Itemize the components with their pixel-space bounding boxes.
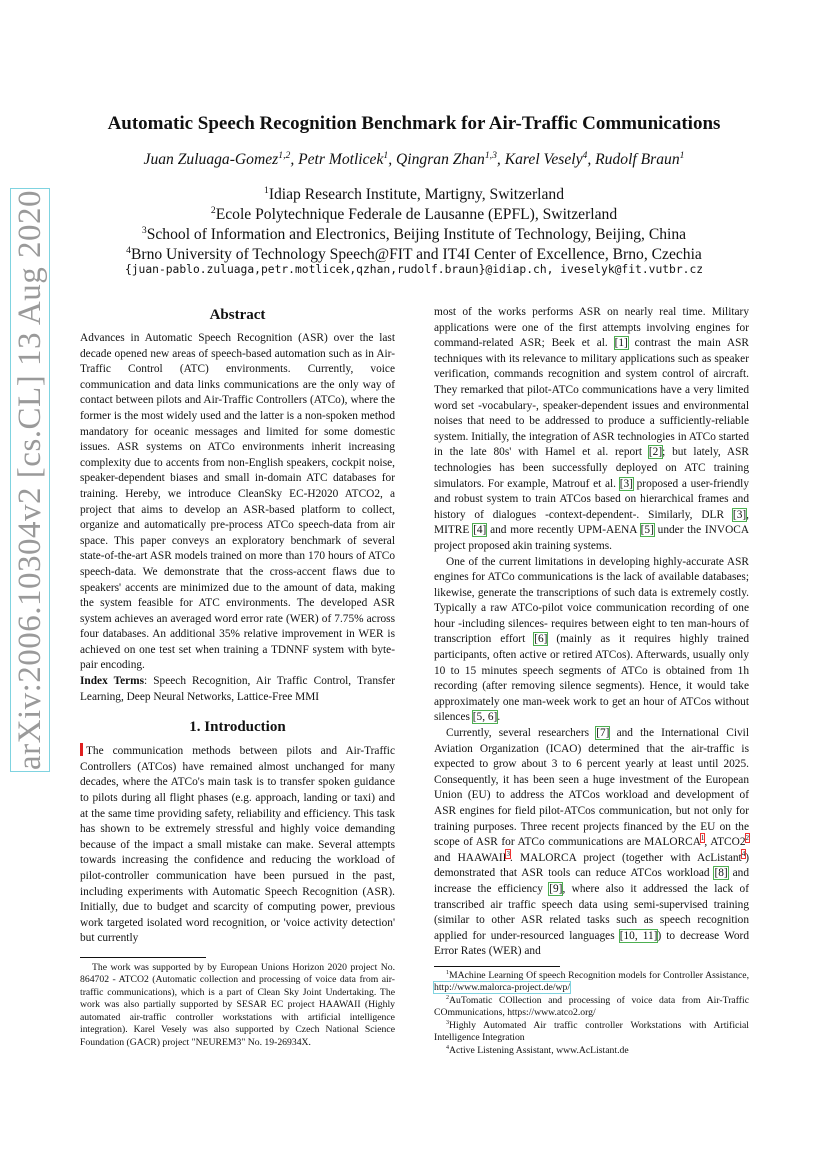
left-column bbox=[80, 305, 395, 1049]
footnote: $^4$Active Listening Assistant, www.AcListant.de bbox=[446, 1044, 629, 1056]
arxiv-sidebar-stamp bbox=[10, 190, 50, 770]
footnote-link[interactable]: 4 bbox=[741, 850, 746, 858]
citation-link[interactable]: [4] bbox=[473, 524, 487, 537]
footnote-rule bbox=[80, 957, 206, 958]
author: Petr Motlicek$^1$, bbox=[298, 149, 397, 168]
intro-paragraph: The communication methods between pilots and Air-Traffic Controllers (ATCos) have remained almost unchanged for many decades, where the ATCo's main task is to transfer spoken guidance to pilots during all flight phases (e.g. approach, landing or taxi) and at the same time providing safety, reliability and efficiency. This task has shown to be extremely stressful and highly voice demanding because of the impact a small mistake can make. Several attempts towards increasing the confidence and reducing the workload of pilot-controller communication have been pursued in the past, including experiments with Automatic Speech Recognition (ASR). Initially, due to budget and scarcity of computing power, previous work targeted isolated word recognition, or 'voice activity detection' but currently bbox=[80, 745, 395, 945]
author-emails: {juan-pablo.zuluaga,petr.motlicek,qzhan,rudolf.braun}@idiap.ch, iveselyk@fit.vutbr.cz bbox=[124, 263, 704, 276]
introduction-heading: 1. Introduction bbox=[189, 719, 286, 736]
citation-link[interactable]: [3] bbox=[619, 477, 633, 490]
citation-link[interactable]: [1] bbox=[614, 337, 628, 350]
body-paragraph: Currently, several researchers [7] and the International Civil Aviation Organization (ICAO) determined that the air-traffic is expected to grow about 3 to 6 percent yearly at least until 2025. Consequently, it has been seen a huge investment of the European Union (EU) to address the ATCos workload and development of ASR engines for field pilot-ATCos communication, but not only for training purposes. Three recent projects financed by the EU on the scope of ASR for ATCo communications are MALORCA$^1$, ATCO2$^2$ and HAAWAII$^3$. MALORCA project (together with AcListant$^4$) demonstrated that ASR tools can reduce ATCos workload [8] and increase the efficiency [9], where also it addressed the lack of transcribed air traffic speech data using semi-supervised training (similar to other ASR related tasks such as speech recognition applied for under-resourced languages [10, 11]) to decrease Word Error Rates (WER) and bbox=[434, 727, 750, 958]
author-list bbox=[0, 151, 828, 169]
author: Juan Zuluaga-Gomez$^{1,2}$, bbox=[143, 149, 299, 168]
author: Qingran Zhan$^{1,3}$, bbox=[396, 149, 505, 168]
abstract-text: Advances in Automatic Speech Recognition (ASR) over the last decade opened new areas of speech-based automation such as in Air-Traffic Control (ATC) environments. Currently, voice communication and data links communications are the only way of contact between pilots and Air-Traffic Controllers (ATCo), where the former is the most widely used and the latter is a non-spoken method mandatory for oceanic messages and limited for some domestic issues. ASR systems on ATCo environments inherit increasing complexity due to accents from non-English speakers, cockpit noise, speaker-dependent biases and small in-domain ATC databases for training. Hereby, we introduce CleanSky EC-H2020 ATCO2, a project that aims to develop an ASR-based platform to collect, organize and automatically pre-process ATCo speech-data from air space. This paper conveys an exploratory benchmark of several state-of-the-art ASR models trained on more than 170 hours of ATCo speech-data. We demonstrate that the cross-accent flaws due to speakers' accents are minimized due to the amount of data, making the system feasible for ATC environments. The developed ASR system achieves an averaged word error rate (WER) of 7.75% across four databases. An additional 35% relative improvement in WER is achieved on one test set when training a TDNNF system with byte-pair encoding. bbox=[80, 332, 395, 672]
footnote-link[interactable]: 3 bbox=[506, 850, 510, 858]
affiliation-list bbox=[0, 185, 828, 265]
citation-link[interactable]: [3] bbox=[732, 508, 747, 521]
affiliation: $^1$Idiap Research Institute, Martigny, Switzerland bbox=[263, 184, 564, 203]
citation-link[interactable]: [2] bbox=[648, 446, 663, 459]
footnote: $^1$MAchine Learning Of speech Recognition models for Controller Assistance, http://www.malorca-project.de/wp/ bbox=[434, 969, 749, 994]
footnote: $^2$AuTomatic COllection and processing of voice data from Air-Traffic COmmunications, https://www.atco2.org/ bbox=[434, 994, 749, 1019]
footnote-link[interactable]: 1 bbox=[700, 834, 705, 843]
citation-link[interactable]: [8] bbox=[714, 867, 728, 880]
paper-title: Automatic Speech Recognition Benchmark for Air-Traffic Communications bbox=[107, 113, 721, 134]
footnote: $^3$Highly Automated Air traffic controller Workstations with Artificial Intelligence Integration bbox=[434, 1019, 749, 1044]
citation-link[interactable]: [9] bbox=[549, 882, 563, 895]
change-marker bbox=[80, 743, 83, 756]
citation-link[interactable]: [6] bbox=[534, 633, 548, 646]
author: Karel Vesely$^4$, bbox=[504, 149, 596, 168]
footnote-link[interactable]: 2 bbox=[745, 834, 750, 843]
citation-link[interactable]: [5, 6] bbox=[472, 711, 498, 724]
affiliation: $^3$School of Information and Electronics, Beijing Institute of Technology, Beijing, China bbox=[141, 224, 687, 243]
author: Rudolf Braun$^1$ bbox=[595, 149, 685, 168]
citation-link[interactable]: [10, 11] bbox=[619, 929, 658, 942]
index-terms: Index Terms: Speech Recognition, Air Traffic Control, Transfer Learning, Deep Neural Networks, Lattice-Free MMI bbox=[80, 675, 395, 703]
right-column bbox=[434, 305, 749, 1057]
citation-link[interactable]: [7] bbox=[596, 727, 610, 740]
arxiv-id: arXiv:2006.10304v2 [cs.CL] 13 Aug 2020 bbox=[12, 190, 48, 770]
url-link[interactable]: http://www.malorca-project.de/wp/ bbox=[434, 982, 571, 994]
body-paragraph: One of the current limitations in developing highly-accurate ASR engines for ATCo communications is the lack of available databases; likewise, generate the transcriptions of such data is extremely costly. Typically a raw ATCo-pilot voice communication recording of one hour -including silences- requires between eight to ten man-hours of transcription effort [6] (mainly as it requires highly trained participants, often active or retired ATCos). Afterwards, usually only 10 to 15 minutes speech segments of ATCo is obtained from 1h recording (after removing silence segments). Hence, it would take approximately one man-week work to get an hour of ATCos without silences [5, 6]. bbox=[434, 555, 749, 724]
body-paragraph: most of the works performs ASR on nearly real time. Military applications were one of the first attempts involving engines for command-related ASR; Beek et al. [1] contrast the main ASR techniques with its relevance to military applications such as speaker verification, commands recognition and system control of aircraft. They remarked that pilot-ATCo communications have a very limited word set -vocabulary-, speaker-dependent issues and environmental noises that need to be addressed to produce a sufficiently-reliable system. Initially, the integration of ASR technologies in ATCo started in the late 80s' with Hamel et al. report [2]; but lately, ASR technologies has been successfully deployed on ATC training simulators. For example, Matrouf et al. [3] proposed a user-friendly and robust system to train ATCos based on hierarchical frames and history of dialogues -context-dependent-. Similarly, DLR [3], MITRE [4] and more recently UPM-AENA [5] under the INVOCA project proposed akin training systems. bbox=[434, 306, 750, 552]
footnotes bbox=[434, 970, 749, 1058]
abstract-heading: Abstract bbox=[209, 307, 266, 323]
footnote-rule bbox=[434, 966, 560, 967]
citation-link[interactable]: [5] bbox=[640, 524, 654, 537]
funding-footnote: The work was supported by by European Unions Horizon 2020 project No. 864702 - ATCO2 (Automatic collection and processing of voice data from air-traffic communications), which is a part of Clean Sky Joint Undertaking. The work was also partially supported by SESAR EC project HAAWAII (Highly automated air-traffic controller workstations with artificial intelligence integration). Karel Vesely was also supported by Czech National Science Foundation (GACR) project "NEUREM3" No. 19-26934X. bbox=[80, 961, 395, 1048]
affiliation: $^4$Brno University of Technology Speech@FIT and IT4I Center of Excellence, Brno, Czechia bbox=[126, 244, 702, 263]
affiliation: $^2$Ecole Polytechnique Federale de Lausanne (EPFL), Switzerland bbox=[210, 204, 618, 223]
